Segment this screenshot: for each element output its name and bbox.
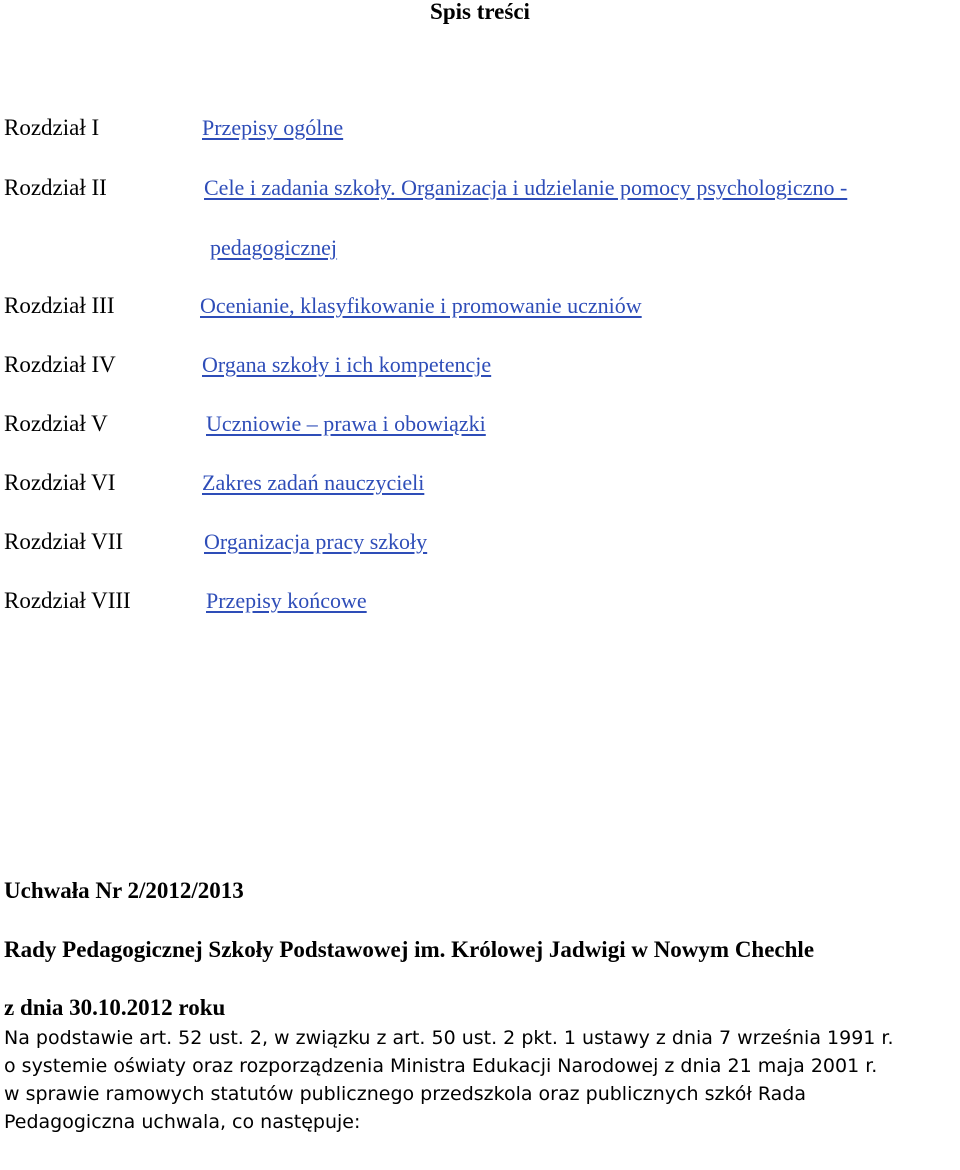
toc-link-uczniowie[interactable]: Uczniowie – prawa i obowiązki bbox=[206, 411, 486, 436]
toc-row-7 bbox=[0, 526, 960, 558]
legal-basis-line: o systemie oświaty oraz rozporządzenia Ministra Edukacji Narodowej z dnia 21 maja 2001 r. bbox=[4, 1055, 878, 1077]
toc-chapter-label: Rozdział VIII bbox=[4, 588, 131, 613]
toc-link-cele-i-zadania-continuation[interactable]: pedagogicznej bbox=[210, 235, 338, 260]
toc-title: Spis treści bbox=[430, 0, 530, 24]
resolution-body: Rady Pedagogicznej Szkoły Podstawowej im. Królowej Jadwigi w Nowym Chechle bbox=[4, 937, 815, 962]
resolution-date: z dnia 30.10.2012 roku bbox=[4, 995, 226, 1020]
toc-link-zakres-zadan[interactable]: Zakres zadań nauczycieli bbox=[202, 470, 425, 495]
toc-link-cele-i-zadania[interactable]: Cele i zadania szkoły. Organizacja i udzielanie pomocy psychologiczno - bbox=[204, 175, 848, 200]
toc-chapter-label: Rozdział II bbox=[4, 175, 107, 200]
toc-chapter-label: Rozdział IV bbox=[4, 352, 116, 377]
toc-row-8 bbox=[0, 585, 960, 617]
toc-row-2 bbox=[0, 172, 960, 204]
resolution-number: Uchwała Nr 2/2012/2013 bbox=[4, 878, 244, 903]
toc-link-organizacja-pracy[interactable]: Organizacja pracy szkoły bbox=[204, 529, 428, 554]
legal-basis-line: Na podstawie art. 52 ust. 2, w związku z art. 50 ust. 2 pkt. 1 ustawy z dnia 7 września 1991 r. bbox=[4, 1027, 894, 1049]
toc-chapter-label: Rozdział VI bbox=[4, 470, 116, 495]
toc-chapter-label: Rozdział V bbox=[4, 411, 108, 436]
toc-chapter-label: Rozdział I bbox=[4, 115, 100, 140]
toc-row-4 bbox=[0, 349, 960, 381]
toc-link-organa-szkoly[interactable]: Organa szkoły i ich kompetencje bbox=[202, 352, 492, 377]
legal-basis-line: Pedagogiczna uchwala, co następuje: bbox=[4, 1111, 361, 1133]
toc-link-przepisy-ogolne[interactable]: Przepisy ogólne bbox=[202, 115, 344, 140]
toc-chapter-label: Rozdział VII bbox=[4, 529, 124, 554]
toc-link-przepisy-koncowe[interactable]: Przepisy końcowe bbox=[206, 588, 367, 613]
legal-basis-paragraph bbox=[4, 1024, 954, 1136]
toc-row-1 bbox=[0, 112, 960, 144]
toc-row-3 bbox=[0, 290, 960, 322]
toc-row-6 bbox=[0, 467, 960, 499]
toc-link-ocenianie[interactable]: Ocenianie, klasyfikowanie i promowanie uczniów bbox=[200, 293, 642, 318]
legal-basis-line: w sprawie ramowych statutów publicznego przedszkola oraz publicznych szkół Rada bbox=[4, 1083, 806, 1105]
toc-chapter-label: Rozdział III bbox=[4, 293, 115, 318]
toc-row-5 bbox=[0, 408, 960, 440]
